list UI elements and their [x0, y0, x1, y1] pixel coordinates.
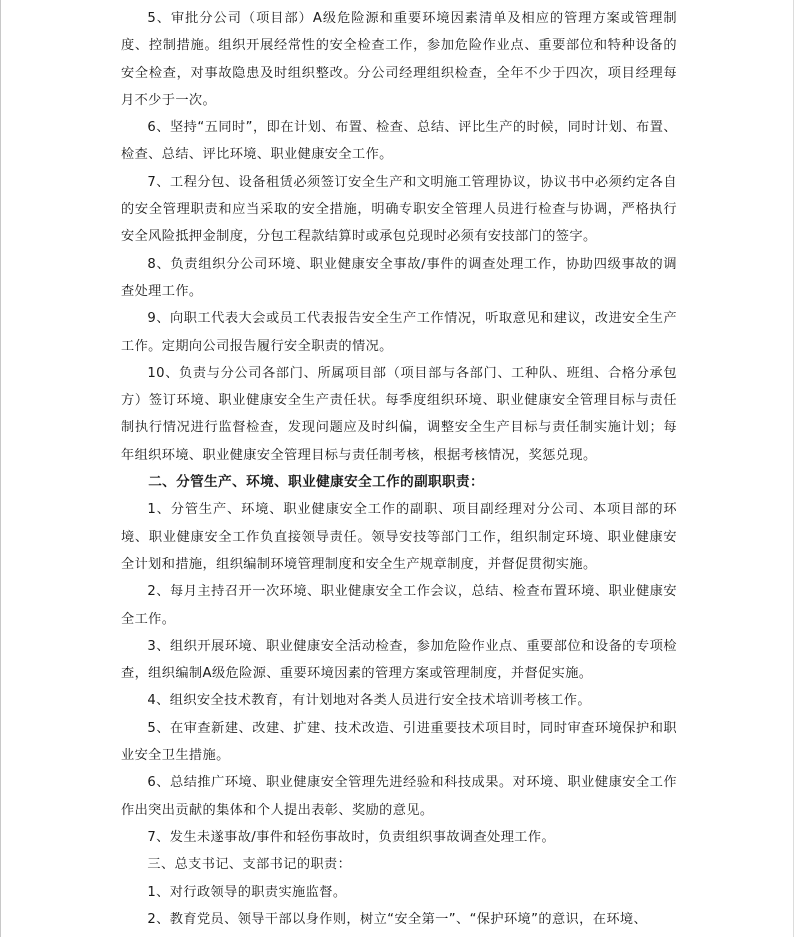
secretary-duty-1: 1、对行政领导的职责实施监督。	[147, 884, 347, 900]
page-left-border	[0, 0, 1, 937]
deputy-duty-6: 6、总结推广环境、职业健康安全管理先进经验和科技成果。对环境、职业健康安全工作作出突出贡献的集体和个人提出表彰、奖励的意见。	[121, 775, 677, 818]
deputy-duty-5: 5、在审查新建、改建、扩建、技术改造、引进重要技术项目时，同时审查环境保护和职业安全卫生措施。	[121, 720, 677, 764]
document-body	[121, 5, 677, 933]
deputy-duty-3: 3、组织开展环境、职业健康安全活动检查，参加危险作业点、重要部位和设备的专项检查，组织编制A级危险源、重要环境因素的管理方案或管理制度，并督促实施。	[121, 638, 677, 682]
paragraph-item-9: 9、向职工代表大会或员工代表报告安全生产工作情况，听取意见和建议，改进安全生产工作。定期向公司报告履行安全职责的情况。	[121, 311, 677, 354]
section-heading-deputy: 二、分管生产、环境、职业健康安全工作的副职职责：	[148, 474, 485, 491]
paragraph-item-7: 7、工程分包、设备租赁必须签订安全生产和文明施工管理协议，协议书中必须约定各自的安全管理职责和应当采取的安全措施，明确专职安全管理人员进行检查与协调，严格执行安全风险抵押金制度，分包工程款结算时或承包兑现时必须有安技部门的签字。	[121, 174, 677, 245]
paragraph-item-5: 5、审批分公司（项目部）A级危险源和重要环境因素清单及相应的管理方案或管理制度、控制措施。组织开展经常性的安全检查工作，参加危险作业点、重要部位和特种设备的安全检查，对事故隐患及时组织整改。分公司经理组织检查，全年不少于四次，项目经理每月不少于一次。	[121, 11, 677, 108]
paragraph-item-8: 8、负责组织分公司环境、职业健康安全事故/事件的调查处理工作，协助四级事故的调查处理工作。	[121, 256, 677, 299]
paragraph-item-10: 10、负责与分公司各部门、所属项目部（项目部与各部门、工种队、班组、合格分承包方）签订环境、职业健康安全生产责任状。每季度组织环境、职业健康安全管理目标与责任制执行情况进行监督检查，发现问题应及时纠偏，调整安全生产目标与责任制实施计划；每年组织环境、职业健康安全管理目标与责任制考核，根据考核情况，奖惩兑现。	[121, 365, 677, 463]
deputy-duty-1: 1、分管生产、环境、职业健康安全工作的副职、项目副经理对分公司、本项目部的环境、职业健康安全工作负直接领导责任。领导安技等部门工作，组织制定环境、职业健康安全计划和措施，组织编制环境管理制度和安全生产规章制度，并督促贯彻实施。	[121, 502, 677, 572]
paragraph-item-6: 6、坚持“五同时”，即在计划、布置、检查、总结、评比生产的时候，同时计划、布置、检查、总结、评比环境、职业健康安全工作。	[121, 120, 677, 163]
deputy-duty-4: 4、组织安全技术教育，有计划地对各类人员进行安全技术培训考核工作。	[147, 693, 591, 709]
section-heading-secretary: 三、总支书记、支部书记的职责：	[147, 857, 352, 873]
deputy-duty-7: 7、发生未遂事故/事件和轻伤事故时，负责组织事故调查处理工作。	[147, 829, 556, 845]
secretary-duty-2: 2、教育党员、领导干部以身作则，树立“安全第一”、“保护环境”的意识，在环境、	[147, 911, 648, 927]
deputy-duty-2: 2、每月主持召开一次环境、职业健康安全工作会议，总结、检查布置环境、职业健康安全工作。	[121, 584, 677, 627]
